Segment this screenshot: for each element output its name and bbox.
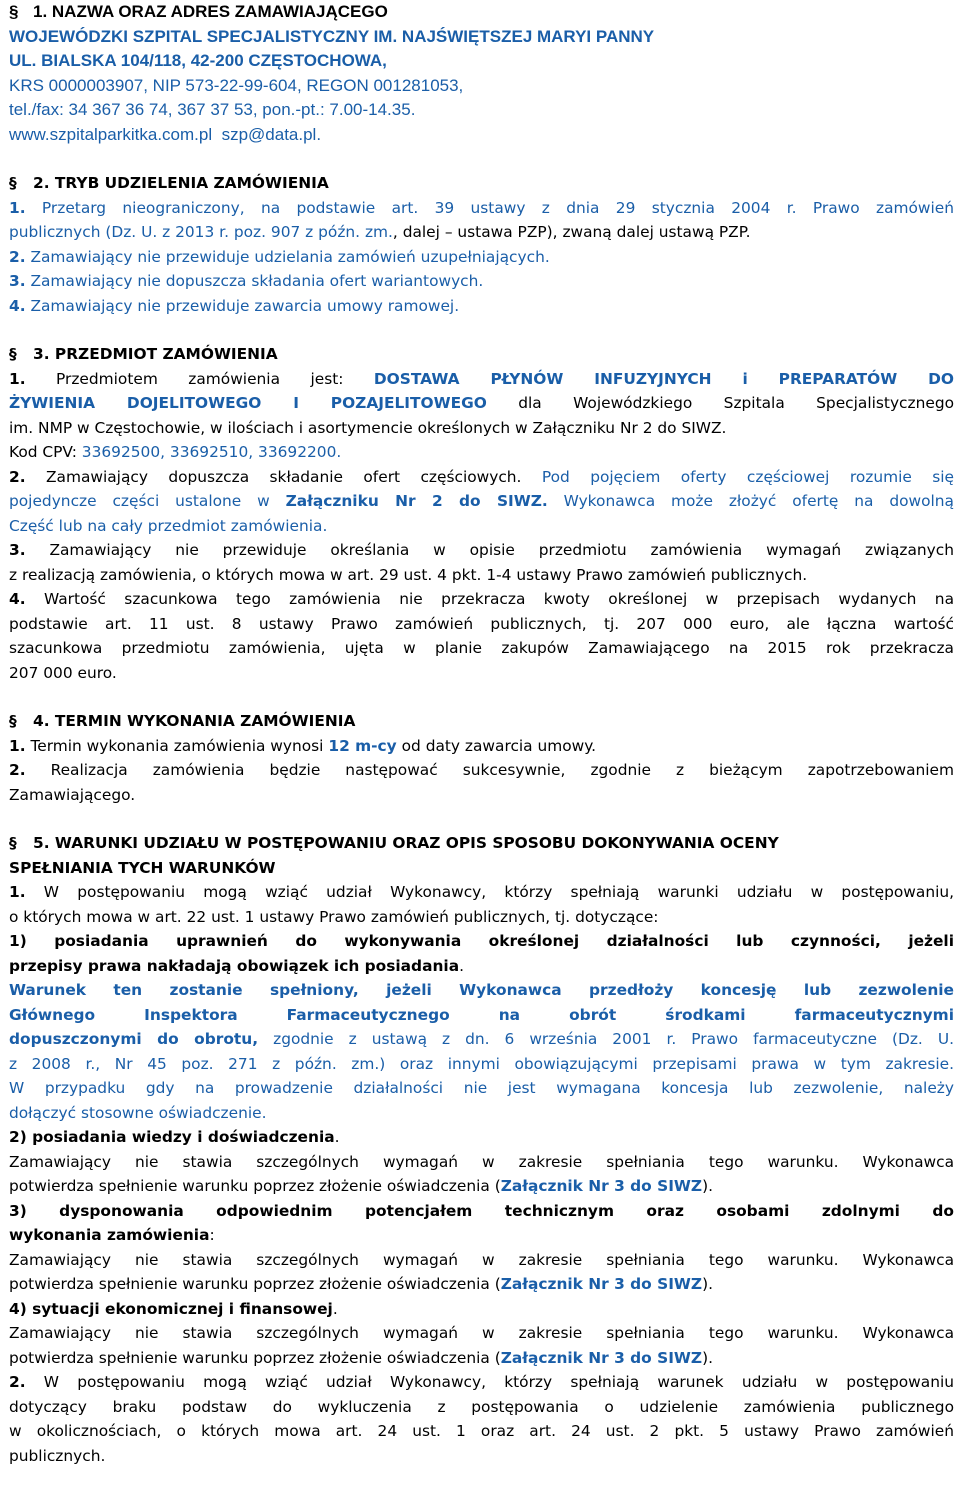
requirement-line-4: z 2008 r., Nr 45 poz. 271 z późn. zm.) oraz innymi obowiązującymi przepisami prawa w tym zakresie.: [9, 1054, 954, 1073]
requirement-line-5: W przypadku gdy na prowadzenie działalności nie jest wymagana koncesja lub zezwolenie, należy: [9, 1079, 954, 1097]
section-3-point-2-line-2: pojedyncze części ustalone w Załączniku Nr 2 do SIWZ. Wykonawca może złożyć ofertę na dowolną: [9, 492, 954, 510]
section-3-point-2: 2. Zamawiający dopuszcza składanie ofert częściowych. Pod pojęciem oferty częściowej rozumie się: [9, 467, 954, 486]
requirement-line-6: dołączyć stosowne oświadczenie.: [9, 1103, 267, 1122]
section-1-heading: § 1. NAZWA ORAZ ADRES ZAMAWIAJĄCEGO: [9, 2, 388, 21]
condition-4: 4) sytuacji ekonomicznej i finansowej.: [9, 1299, 338, 1318]
section-5-point-1-line-2: o których mowa w art. 22 ust. 1 ustawy Prawo zamówień publicznych, tj. dotyczące:: [9, 907, 659, 926]
hospital-name: WOJEWÓDZKI SZPITAL SPECJALISTYCZNY IM. NAJŚWIĘTSZEJ MARYI PANNY: [9, 26, 655, 46]
section-2-point-3: 3. Zamawiający nie dopuszcza składania ofert wariantowych.: [9, 272, 484, 290]
section-4-heading: § 4. TERMIN WYKONANIA ZAMÓWIENIA: [9, 712, 356, 730]
contact-phones: tel./fax: 34 367 36 74, 367 37 53, pon.-pt.: 7.00-14.35.: [9, 100, 416, 119]
section-2-point-4: 4. Zamawiający nie przewiduje zawarcia umowy ramowej.: [9, 296, 460, 315]
section-3-point-1: 1. Przedmiotem zamówienia jest: DOSTAWA PŁYNÓW INFUZYJNYCH i PREPARATÓW DO: [9, 369, 954, 388]
section-2-point-1-cont: publicznych (Dz. U. z 2013 r. poz. 907 z późn. zm., dalej – ustawa PZP), zwaną dalej ustawą PZP.: [9, 223, 751, 241]
contact-links: www.szpitalparkitka.com.pl szp@data.pl.: [9, 124, 322, 144]
document-page: [9, 0, 954, 1468]
section-1: [9, 0, 954, 147]
section-3-point-3-line-2: z realizacją zamówienia, o których mowa w art. 29 ust. 4 pkt. 1-4 ustawy Prawo zamówień publicznych.: [9, 565, 808, 584]
section-3-point-4-line-2: podstawie art. 11 ust. 8 ustawy Prawo zamówień publicznych, tj. 207 000 euro, ale łączna wartość: [9, 614, 954, 633]
section-4-point-2-line-2: Zamawiającego.: [9, 785, 136, 804]
website-link[interactable]: www.szpitalparkitka.com.pl: [9, 124, 213, 144]
section-2-point-1: 1. Przetarg nieograniczony, na podstawie art. 39 ustawy z dnia 29 stycznia 2004 r. Prawo zamówień: [9, 198, 954, 217]
section-3-point-2-line-3: Część lub na cały przedmiot zamówienia.: [9, 516, 328, 535]
section-5-point-2: 2. W postępowaniu mogą wziąć udział Wykonawcy, którzy spełniają warunek udziału w postępowaniu: [9, 1373, 954, 1391]
section-3-point-4: 4. Wartość szacunkowa tego zamówienia nie przekracza kwoty określonej w przepisach wydanych na: [9, 590, 954, 608]
section-5-point-1: 1. W postępowaniu mogą wziąć udział Wykonawcy, którzy spełniają warunki udziału w postępowaniu,: [9, 883, 954, 901]
condition-4-text-1: Zamawiający nie stawia szczególnych wymagań w zakresie spełniania tego warunku. Wykonawca: [9, 1324, 954, 1342]
requirement-line-2: Głównego Inspektora Farmaceutycznego na obrót środkami farmaceutycznymi: [9, 1005, 954, 1024]
email-link[interactable]: szp@data.pl: [221, 124, 317, 144]
requirement-line-3: dopuszczonymi do obrotu, zgodnie z ustawą z dn. 6 września 2001 r. Prawo farmaceutyczne (Dz. U.: [9, 1030, 954, 1048]
requirement-line-1: Warunek ten zostanie spełniony, jeżeli Wykonawca przedłoży koncesję lub zezwolenie: [9, 981, 954, 999]
section-3-point-1-line-2: ŻYWIENIA DOJELITOWEGO I POZAJELITOWEGO dla Wojewódzkiego Szpitala Specjalistycznego: [9, 394, 954, 412]
condition-2: 2) posiadania wiedzy i doświadczenia.: [9, 1128, 340, 1146]
section-5-heading: § 5. WARUNKI UDZIAŁU W POSTĘPOWANIU ORAZ OPIS SPOSOBU DOKONYWANIA OCENY: [9, 834, 779, 852]
section-5-heading-line-2: SPEŁNIANIA TYCH WARUNKÓW: [9, 858, 276, 877]
section-3-point-4-line-3: szacunkowa przedmiotu zamówienia, ujęta w planie zakupów Zamawiającego na 2015 rok przekracza: [9, 639, 954, 657]
condition-1: 1) posiadania uprawnień do wykonywania określonej działalności lub czynności, jeżeli: [9, 932, 954, 950]
section-5: [9, 831, 954, 1468]
section-3-heading: § 3. PRZEDMIOT ZAMÓWIENIA: [9, 345, 278, 363]
condition-2-text-2: potwierdza spełnienie warunku poprzez złożenie oświadczenia (Załącznik Nr 3 do SIWZ).: [9, 1177, 713, 1195]
section-5-point-2-line-4: publicznych.: [9, 1446, 106, 1465]
condition-1-line-2: przepisy prawa nakładają obowiązek ich posiadania.: [9, 956, 464, 975]
condition-4-text-2: potwierdza spełnienie warunku poprzez złożenie oświadczenia (Załącznik Nr 3 do SIWZ).: [9, 1348, 713, 1367]
cpv-code: Kod CPV: 33692500, 33692510, 33692200.: [9, 443, 342, 461]
condition-3: 3) dysponowania odpowiednim potencjałem technicznym oraz osobami zdolnymi do: [9, 1201, 954, 1220]
condition-3-line-2: wykonania zamówienia:: [9, 1226, 215, 1244]
section-4: [9, 709, 954, 807]
section-2-point-2: 2. Zamawiający nie przewiduje udzielania zamówień uzupełniających.: [9, 247, 550, 266]
section-5-point-2-line-2: dotyczący braku podstaw do wykluczenia z postępowania o udzielenie zamówienia publicznego: [9, 1397, 954, 1416]
section-3-point-3: 3. Zamawiający nie przewiduje określania w opisie przedmiotu zamówienia wymagań związanych: [9, 541, 954, 559]
section-4-point-2: 2. Realizacja zamówienia będzie następować sukcesywnie, zgodnie z bieżącym zapotrzebowaniem: [9, 761, 954, 779]
condition-2-text-1: Zamawiający nie stawia szczególnych wymagań w zakresie spełniania tego warunku. Wykonawca: [9, 1152, 954, 1171]
condition-3-text-2: potwierdza spełnienie warunku poprzez złożenie oświadczenia (Załącznik Nr 3 do SIWZ).: [9, 1275, 713, 1293]
section-2-heading: § 2. TRYB UDZIELENIA ZAMÓWIENIA: [9, 174, 329, 192]
section-5-point-2-line-3: w okolicznościach, o których mowa art. 24 ust. 1 oraz art. 24 ust. 2 pkt. 5 ustawy Prawo zamówień: [9, 1422, 954, 1440]
section-4-point-1: 1. Termin wykonania zamówienia wynosi 12 m-cy od daty zawarcia umowy.: [9, 736, 597, 755]
section-2: [9, 171, 954, 318]
hospital-street: UL. BIALSKA 104/118, 42-200 CZĘSTOCHOWA,: [9, 51, 387, 70]
section-3-point-1-line-3: im. NMP w Częstochowie, w ilościach i asortymencie określonych w Załączniku Nr 2 do SIWZ.: [9, 418, 727, 437]
section-3: [9, 342, 954, 685]
registry-numbers: KRS 0000003907, NIP 573-22-99-604, REGON 001281053,: [9, 75, 464, 95]
condition-3-text-1: Zamawiający nie stawia szczególnych wymagań w zakresie spełniania tego warunku. Wykonawca: [9, 1250, 954, 1269]
section-3-point-4-line-4: 207 000 euro.: [9, 663, 117, 682]
